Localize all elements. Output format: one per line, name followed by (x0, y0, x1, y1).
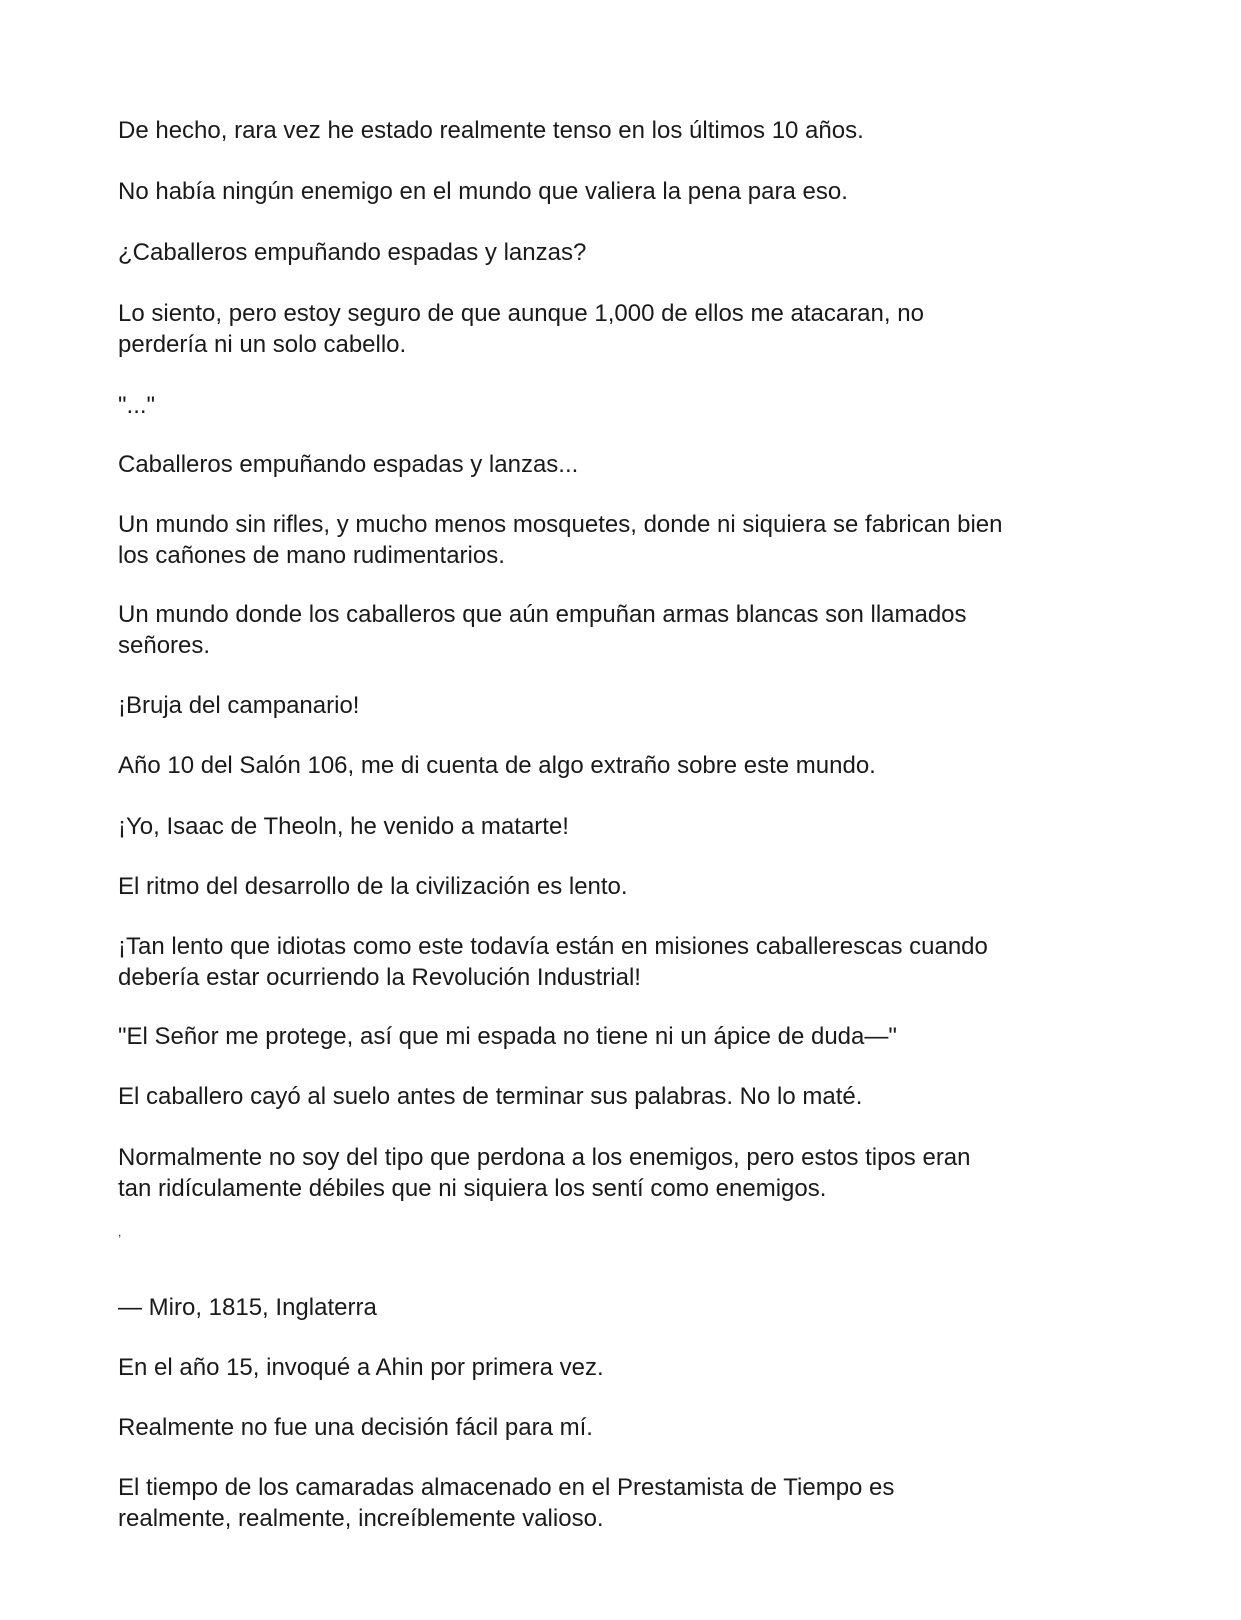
paragraph: Caballeros empuñando espadas y lanzas... (118, 451, 579, 478)
paragraph: — Miro, 1815, Inglaterra (118, 1294, 377, 1321)
paragraph: Normalmente no soy del tipo que perdona a los enemigos, pero estos tipos eran tan ridículamente débiles que ni siquiera los sentí como enemigos. (118, 1144, 971, 1202)
paragraph: En el año 15, invoqué a Ahin por primera vez. (118, 1354, 604, 1381)
paragraph: ¡Bruja del campanario! (118, 692, 360, 719)
paragraph: ¿Caballeros empuñando espadas y lanzas? (118, 239, 587, 266)
paragraph: ¡Yo, Isaac de Theoln, he venido a matarte! (118, 813, 569, 840)
paragraph: Un mundo sin rifles, y mucho menos mosquetes, donde ni siquiera se fabrican bien los cañones de mano rudimentarios. (118, 511, 1003, 569)
paragraph: "..." (118, 392, 156, 419)
paragraph: El tiempo de los camaradas almacenado en el Prestamista de Tiempo es realmente, realmente, increíblemente valioso. (118, 1474, 895, 1532)
paragraph: Un mundo donde los caballeros que aún empuñan armas blancas son llamados señores. (118, 601, 967, 659)
stray-comma: , (118, 1225, 122, 1239)
paragraph: El ritmo del desarrollo de la civilización es lento. (118, 873, 628, 900)
paragraph: Realmente no fue una decisión fácil para mí. (118, 1414, 593, 1441)
paragraph: ¡Tan lento que idiotas como este todavía están en misiones caballerescas cuando debería estar ocurriendo la Revolución Industrial! (118, 933, 988, 991)
paragraph: No había ningún enemigo en el mundo que valiera la pena para eso. (118, 178, 848, 205)
paragraph: Lo siento, pero estoy seguro de que aunque 1,000 de ellos me atacaran, no perdería ni un solo cabello. (118, 300, 924, 358)
paragraph: El caballero cayó al suelo antes de terminar sus palabras. No lo maté. (118, 1083, 863, 1110)
paragraph: De hecho, rara vez he estado realmente tenso en los últimos 10 años. (118, 117, 864, 144)
paragraph: "El Señor me protege, así que mi espada no tiene ni un ápice de duda—" (118, 1023, 897, 1050)
paragraph: Año 10 del Salón 106, me di cuenta de algo extraño sobre este mundo. (118, 752, 876, 779)
